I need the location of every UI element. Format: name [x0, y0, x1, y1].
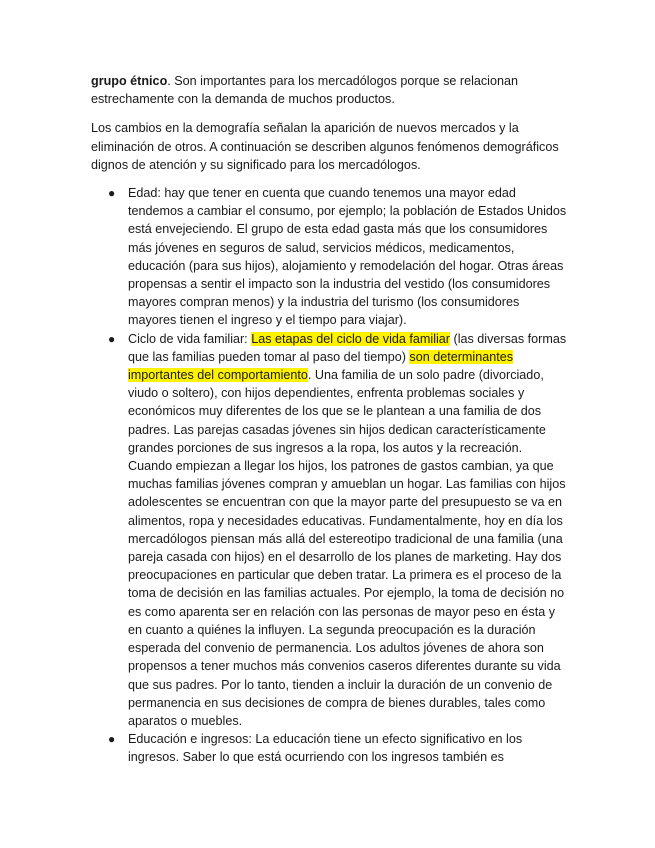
list-item-text: Educación e ingresos: La educación tiene un efecto significativo en los ingresos. Saber lo que está ocurriendo con los ingresos también es: [128, 732, 523, 765]
list-item-text: . Una familia de un solo padre (divorciado, viudo o soltero), con hijos dependientes, enfrenta problemas sociales y económicos muy diferentes de los que se le plantean a una familia de dos padres. Las parejas casadas jóvenes sin hijos dedican característicamente grandes porciones de sus ingresos a la ropa, los autos y la recreación. Cuando empiezan a llegar los hijos, los patrones de gastos cambian, ya que muchas familias jóvenes compran y amueblan un hogar. Las familias con hijos adolescentes se encuentran con que la mayor parte del presupuesto se va en alimentos, ropa y necesidades educativas. Fundamentalmente, hoy en día los mercadólogos piensan más allá del estereotipo tradicional de una familia (una pareja casada con hijos) en el desarrollo de los planes de marketing. Hay dos preocupaciones en particular que deben tratar. La primera es el proceso de la toma de decisión en las familias actuales. Por ejemplo, la toma de decisión no es como aparenta ser en relación con las personas de mayor peso en ésta y en cuanto a quiénes la influyen. La segunda preocupación es la duración esperada del convenio de permanencia. Los adultos jóvenes de ahora son propensos a tener muchos más convenios caseros diferentes durante su vida que sus padres. Por lo tanto, tienden a incluir la duración de un convenio de permanencia en sus decisiones de compra de bienes durables, tales como aparatos o muebles.: [128, 368, 566, 728]
highlighted-text: Las etapas del ciclo de vida familiar: [251, 331, 450, 346]
highlighted-text: son determinantes importantes del comportamiento: [128, 349, 514, 383]
bullet-list: [91, 184, 569, 767]
document-body: [91, 72, 569, 767]
list-item-lead: Ciclo de vida familiar:: [128, 331, 252, 346]
paragraph-demographics: Los cambios en la demografía señalan la aparición de nuevos mercados y la eliminación de otros. A continuación se describen algunos fenómenos demográficos dignos de atención y su significado para los mercadólogos.: [91, 121, 559, 172]
bullet-icon: ●: [108, 331, 116, 346]
list-item-family-cycle: [108, 330, 569, 730]
paragraph-intro: [91, 72, 569, 108]
list-item-age: [108, 184, 569, 330]
paragraph-intro-text: . Son importantes para los mercadólogos porque se relacionan estrechamente con la demanda de muchos productos.: [91, 74, 518, 107]
bullet-icon: ●: [108, 186, 116, 201]
bold-term: grupo étnico: [91, 74, 168, 88]
list-item-text: Edad: hay que tener en cuenta que cuando tenemos una mayor edad tendemos a cambiar el consumo, por ejemplo; la población de Estados Unidos está envejeciendo. El grupo de esta edad gasta más que los consumidores más jóvenes en seguros de salud, servicios médicos, medicamentos, educación (para sus hijos), alojamiento y remodelación del hogar. Otras áreas propensas a sentir el impacto son la industria del vestido (los consumidores mayores compran menos) y la industria del turismo (los consumidores mayores tienen el ingreso y el tiempo para viajar).: [128, 186, 567, 328]
bullet-icon: ●: [108, 732, 116, 747]
list-item-education: [108, 730, 569, 766]
list-item-mid: (las diversas formas que las familias pueden tomar al paso del tiempo): [128, 331, 567, 364]
